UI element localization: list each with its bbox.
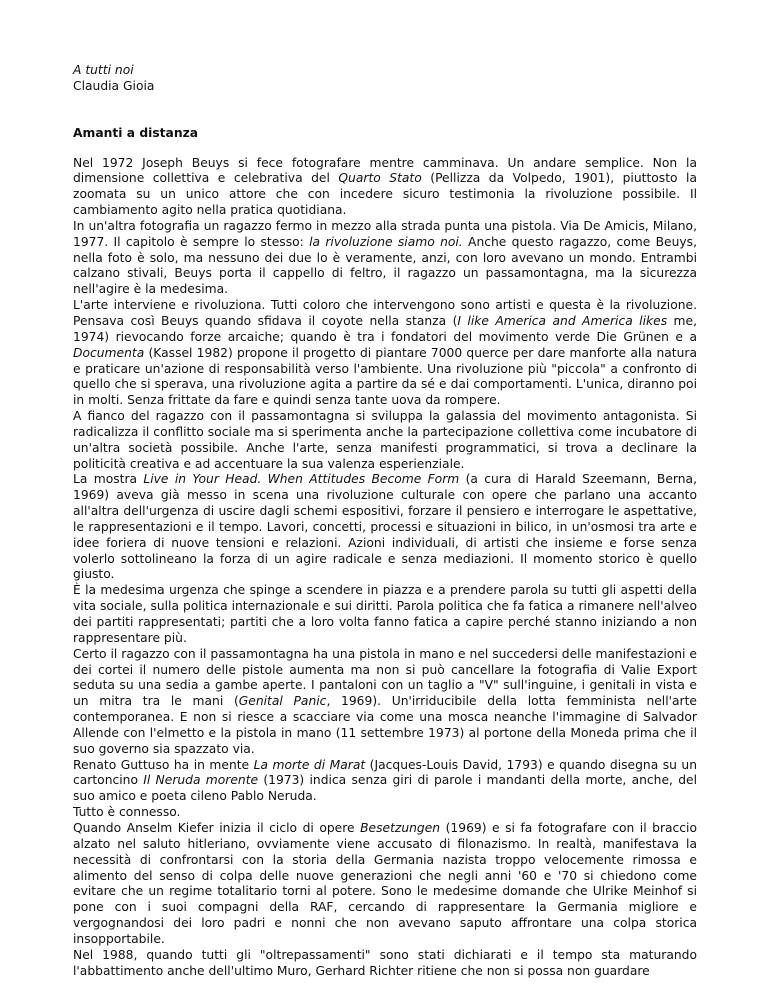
text-run: Anche questo ragazzo, come Beuys, nella foto è solo, ma nessuno dei due lo è veramente, anzi, con loro avevano un mondo. Entrambi calzano stivali, Beuys porta il cappello di feltro, il ragazzo un passamontagna, ma la sicurezza nell'agire è la medesima. [73,234,697,297]
italic-text: La morte di Marat [253,757,366,772]
italic-text: Il Neruda morente [143,773,259,788]
paragraph [73,758,697,806]
italic-text: I like America and America likes [457,313,668,328]
author-name: Claudia Gioia [73,78,155,93]
text-run: Nel 1972 Joseph Beuys si fece fotografare mentre camminava. Un andare semplice. Non la dimensione collettiva e celebrativa del [73,155,697,186]
italic-text: Quarto Stato [338,171,422,186]
paragraph [73,821,697,948]
text-run: (Kassel 1982) propone il progetto di piantare 7000 querce per dare manforte alla natura e praticare un'azione di responsabilità verso l'ambiente. Una rivoluzione più "piccola" a confronto di quello che si sperava, una rivoluzione agita a partire da sé e dai comportamenti. L'unica, diranno poi in molti. Senza frittate da fare e quindi senza tante uova da rompere. [73,345,697,408]
text-run: Certo il ragazzo con il passamontagna ha una pistola in mano e nel succedersi delle manifestazioni e dei cortei il numero delle pistole aumenta ma non si può cancellare la fotografia di Valie Export seduta su una sedia a gambe aperte. I pantaloni con un taglio a "V" sull'inguine, i genitali in vista e un mitra tra le mani ( [73,646,697,709]
text-run: (1973) indica senza giri di parole i mandanti della morte, anche, del suo amico e poeta cileno Pablo Neruda. [73,773,697,804]
paragraph [73,472,697,583]
italic-text: Documenta [73,345,145,360]
italic-text: Genital Panic [238,694,327,709]
paragraph [73,583,697,646]
text-run: Nel 1988, quando tutti gli "oltrepassamenti" sono stati dichiarati e il tempo sta maturando l'abbattimento anche dell'ultimo Muro, Gerhard Richter ritiene che non si possa non guardare [73,947,697,978]
text-run: , 1969). Un'irriducibile della lotta femminista nell'arte contemporanea. E non si riesce a scacciare via come una mosca neanche l'immagine di Salvador Allende con l'elmetto e la pistola in mano (11 settembre 1973) al portone della Moneda prima che il suo governo sia spazzato via. [73,694,697,756]
italic-text: Live in Your Head. When Attitudes Become Form [143,472,460,487]
text-run: (Jacques-Louis David, 1793) e quando disegna su un cartoncino [73,757,698,788]
text-run: (Pellizza da Volpedo, 1901), piuttosto la zoomata su un unico attore che con incedere sicuro testimonia la rivoluzione possibile. Il cambiamento agito nella pratica quotidiana. [73,171,697,218]
text-run: L'arte interviene e rivoluziona. Tutti coloro che intervengono sono artisti e questa è la rivoluzione. Pensava così Beuys quando sfidava il coyote nella stanza ( [73,298,697,328]
text-run: (1969) e si fa fotografare con il braccio alzato nel saluto hitleriano, ovviamente viene accusato di filonazismo. In realtà, manifestava la necessità di confrontarsi con la storia della Germania nazista troppo velocemente rimossa e alimento del senso di colpa delle nuove generazioni che negli anni '60 e '70 si chiedono come evitare che un regime totalitario torni al potere. Sono le medesime domande che Ulrike Meinhof si pone con i suoi compagni della RAF, cercando di rappresentare la Germania migliore e vergognandosi dei loro padri e nonni che non avevano saputo affrontare una colpa storica insopportabile. [73,820,698,946]
paragraph [73,409,697,472]
paragraph [73,156,697,219]
text-run: Renato Guttuso ha in mente [73,757,254,772]
article-body [73,156,697,980]
text-run: Quando Anselm Kiefer inizia il ciclo di opere [73,820,361,835]
text-run: Tutto è connesso. [73,805,181,820]
paragraph [73,219,697,298]
paragraph [73,298,697,409]
italic-text: Besetzungen [360,820,441,835]
text-run: (a cura di Harald Szeemann, Berna, 1969) aveva già messo in scena una rivoluzione culturale con opere che parlano una accanto all'altra dell'urgenza di uscire dagli schemi espositivi, forzare il pensiero e interrogare le aspettative, le rappresentazioni e il tempo. Lavori, concetti, processi e situazioni in bilico, in un'osmosi tra arte e idee foriera di nuove tensioni e relazioni. Azioni individuali, di artisti che insieme e forse senza volerlo sottolineano la forza di un agire radicale e senza mediazioni. Il momento storico è quello giusto. [73,472,697,582]
paragraph [73,805,697,821]
text-run: A fianco del ragazzo con il passamontagna si sviluppa la galassia del movimento antagonista. Si radicalizza il conflitto sociale ma si sperimenta anche la partecipazione collettiva come incubatore di un'altra società possibile. Anche l'arte, senza manifesti programmatici, si trova a declinare la politicità creativa e ad accentuare la sua valenza esperienziale. [73,409,697,471]
paragraph [73,647,697,758]
dedication-line: A tutti noi [73,63,134,77]
article-title: Amanti a distanza [73,125,199,140]
paragraph [73,948,697,980]
text-run: La mostra [73,472,144,487]
text-run: In un'altra fotografia un ragazzo fermo in mezzo alla strada punta una pistola. Via De Amicis, Milano, 1977. Il capitolo è sempre lo stesso: [73,218,697,249]
italic-text: la rivoluzione siamo noi. [309,234,463,249]
text-run: me, 1974) rievocando forze arcaiche; quando è tra i fondatori del movimento verde Die Grünen e a [73,313,697,344]
header-block [73,63,697,95]
text-run: È la medesima urgenza che spinge a scendere in piazza e a prendere parola su tutti gli aspetti della vita sociale, sulla politica internazionale e sui diritti. Parola politica che fa fatica a rimanere nell'alveo dei partiti rappresentati; partiti che a loro volta fanno fatica a capire perché stanno iniziando a non rappresentare più. [73,583,697,645]
